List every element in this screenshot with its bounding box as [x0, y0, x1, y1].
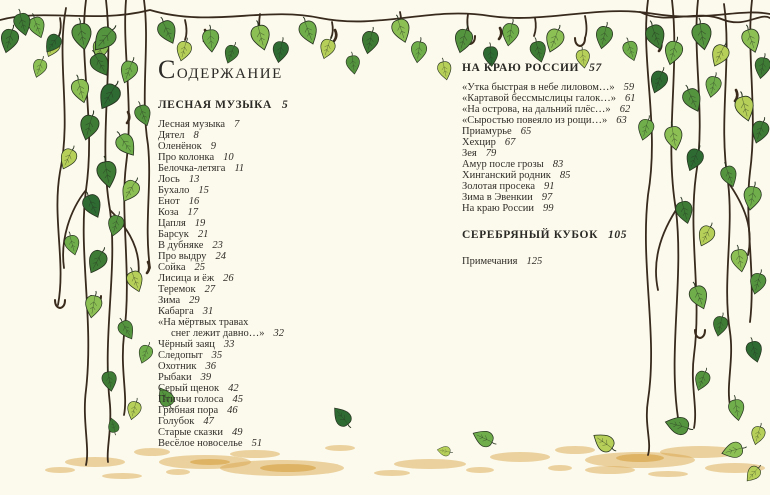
entry-page-number: 83 — [552, 159, 564, 170]
entry-page-number: 24 — [215, 251, 226, 262]
entry-title: «На острова, на дальний плёс…» — [462, 104, 611, 115]
entry-title: снег лежит давно…» — [171, 328, 265, 339]
entry-title: Про колонка — [158, 152, 215, 163]
section-title: СЕРЕБРЯНЫЙ КУБОК — [462, 229, 599, 241]
toc-entry — [158, 273, 373, 284]
entry-title: Хинганский родник — [462, 170, 551, 181]
entry-title: Коза — [158, 207, 179, 218]
toc-entry — [158, 317, 373, 328]
toc-entry — [158, 141, 373, 152]
entry-page-number: 26 — [223, 273, 234, 284]
toc-entry — [158, 130, 373, 141]
entry-page-number: 31 — [202, 306, 214, 317]
toc-entry — [158, 372, 373, 383]
entry-page-number: 63 — [616, 115, 627, 126]
entry-title: «Картавой бессмыслицы галок…» — [462, 93, 617, 104]
toc-entry — [462, 126, 697, 137]
entry-page-number: 59 — [623, 82, 635, 93]
toc-entry — [462, 137, 697, 148]
toc-left-column — [158, 55, 373, 449]
toc-entry — [158, 185, 373, 196]
section-header-edge-of-russia — [462, 62, 697, 75]
notes-entry — [462, 256, 697, 267]
entry-page-number: 85 — [559, 170, 571, 181]
toc-entry — [158, 361, 373, 372]
toc-entry — [158, 174, 373, 185]
toc-entry — [158, 284, 373, 295]
entry-title: Белочка-летяга — [158, 163, 226, 174]
entry-title: Рыбаки — [158, 372, 192, 383]
entry-page-number: 79 — [485, 148, 497, 159]
toc-entry — [158, 350, 373, 361]
toc-entry — [158, 339, 373, 350]
toc-entry — [158, 163, 373, 174]
entry-title: Зея — [462, 148, 477, 159]
entry-title: В дубняке — [158, 240, 204, 251]
entry-page-number: 8 — [193, 130, 199, 141]
entry-page-number: 7 — [234, 119, 240, 130]
toc-entry — [158, 427, 373, 438]
entry-page-number: 32 — [273, 328, 284, 339]
toc-entry-list-left — [158, 119, 373, 449]
entry-page-number: 46 — [227, 405, 238, 416]
entry-title: Лисица и ёж — [158, 273, 215, 284]
entry-page-number: 99 — [543, 203, 554, 214]
entry-title: Цапля — [158, 218, 186, 229]
entry-page-number: 39 — [200, 372, 212, 383]
entry-title: Дятел — [158, 130, 185, 141]
entry-page-number: 15 — [198, 185, 209, 196]
toc-entry — [158, 394, 373, 405]
toc-entry — [462, 104, 697, 115]
section-page-number: 5 — [281, 99, 289, 111]
entry-title: «На мёртвых травах — [158, 317, 249, 328]
toc-entry — [158, 383, 373, 394]
toc-entry — [158, 251, 373, 262]
entry-title: Амур после грозы — [462, 159, 544, 170]
entry-page-number: 51 — [251, 438, 263, 449]
toc-entry-list-right — [462, 82, 697, 214]
entry-title: Зима в Эвенкии — [462, 192, 533, 203]
section-header-forest-music — [158, 99, 373, 112]
entry-title: Про выдру — [158, 251, 207, 262]
entry-page-number: 17 — [187, 207, 199, 218]
toc-entry — [462, 203, 697, 214]
entry-page-number: 42 — [228, 383, 239, 394]
entry-page-number: 62 — [619, 104, 631, 115]
toc-entry — [158, 306, 373, 317]
toc-entry — [158, 262, 373, 273]
entry-page-number: 61 — [625, 93, 636, 104]
entry-title: Чёрный заяц — [158, 339, 215, 350]
entry-page-number: 27 — [204, 284, 216, 295]
entry-title: «Сыростью повеяло из рощи…» — [462, 115, 608, 126]
entry-title: Серый щенок — [158, 383, 220, 394]
toc-entry — [462, 148, 697, 159]
entry-page-number: 36 — [205, 361, 216, 372]
entry-title: Теремок — [158, 284, 196, 295]
entry-page-number: 49 — [231, 427, 243, 438]
toc-entry — [158, 152, 373, 163]
entry-title: Сойка — [158, 262, 186, 273]
entry-title: Оленёнок — [158, 141, 202, 152]
section-title: НА КРАЮ РОССИИ — [462, 62, 580, 74]
toc-entry — [462, 159, 697, 170]
entry-page-number: 19 — [194, 218, 206, 229]
entry-title: «Утка быстрая в небе лиловом…» — [462, 82, 615, 93]
entry-page-number: 21 — [197, 229, 209, 240]
toc-entry — [462, 181, 697, 192]
entry-page-number: 45 — [232, 394, 243, 405]
entry-title: Хехцир — [462, 137, 496, 148]
toc-entry — [158, 240, 373, 251]
entry-title: Бухало — [158, 185, 190, 196]
toc-entry — [158, 295, 373, 306]
entry-title: Лесная музыка — [158, 119, 226, 130]
toc-entry — [158, 207, 373, 218]
entry-title: Енот — [158, 196, 180, 207]
entry-page-number: 65 — [520, 126, 532, 137]
entry-page-number: 67 — [504, 137, 516, 148]
toc-entry — [158, 218, 373, 229]
entry-title: Голубок — [158, 416, 195, 427]
toc-entry — [158, 438, 373, 449]
entry-page-number: 11 — [234, 163, 245, 174]
entry-title: Грибная пора — [158, 405, 219, 416]
entry-page-number: 9 — [210, 141, 216, 152]
toc-entry — [158, 119, 373, 130]
entry-title: Примечания — [462, 256, 518, 267]
entry-page-number: 23 — [212, 240, 223, 251]
entry-title: Барсук — [158, 229, 189, 240]
toc-entry — [462, 192, 697, 203]
entry-title: Золотая просека — [462, 181, 535, 192]
toc-entry — [158, 416, 373, 427]
entry-page-number: 29 — [189, 295, 200, 306]
toc-entry — [462, 82, 697, 93]
entry-title: Кабарга — [158, 306, 194, 317]
section-page-number: 105 — [608, 229, 628, 241]
section-page-number: 57 — [589, 62, 602, 74]
entry-title: Охотник — [158, 361, 197, 372]
entry-title: Следопыт — [158, 350, 203, 361]
entry-page-number: 13 — [188, 174, 200, 185]
section-title: ЛЕСНАЯ МУЗЫКА — [158, 99, 272, 111]
section-header-silver-cup — [462, 229, 697, 242]
entry-page-number: 10 — [223, 152, 234, 163]
toc-entry — [158, 196, 373, 207]
toc-entry — [462, 93, 697, 104]
entry-title: Приамурье — [462, 126, 512, 137]
entry-page-number: 125 — [526, 256, 543, 267]
entry-title: Лось — [158, 174, 180, 185]
entry-page-number: 16 — [188, 196, 200, 207]
entry-title: Старые сказки — [158, 427, 223, 438]
entry-title: Весёлое новоселье — [158, 438, 243, 449]
entry-title: Зима — [158, 295, 181, 306]
toc-right-column — [462, 62, 697, 267]
toc-entry — [158, 328, 373, 339]
entry-page-number: 47 — [203, 416, 214, 427]
toc-entry — [462, 170, 697, 181]
entry-page-number: 91 — [544, 181, 555, 192]
entry-page-number: 97 — [541, 192, 553, 203]
toc-entry — [158, 229, 373, 240]
entry-page-number: 25 — [194, 262, 205, 273]
entry-page-number: 33 — [223, 339, 235, 350]
toc-entry — [158, 405, 373, 416]
contents-title: СОДЕРЖАНИЕ — [158, 55, 283, 84]
toc-entry — [462, 115, 697, 126]
entry-title: На краю России — [462, 203, 534, 214]
entry-page-number: 35 — [211, 350, 223, 361]
entry-title: Птичьи голоса — [158, 394, 224, 405]
